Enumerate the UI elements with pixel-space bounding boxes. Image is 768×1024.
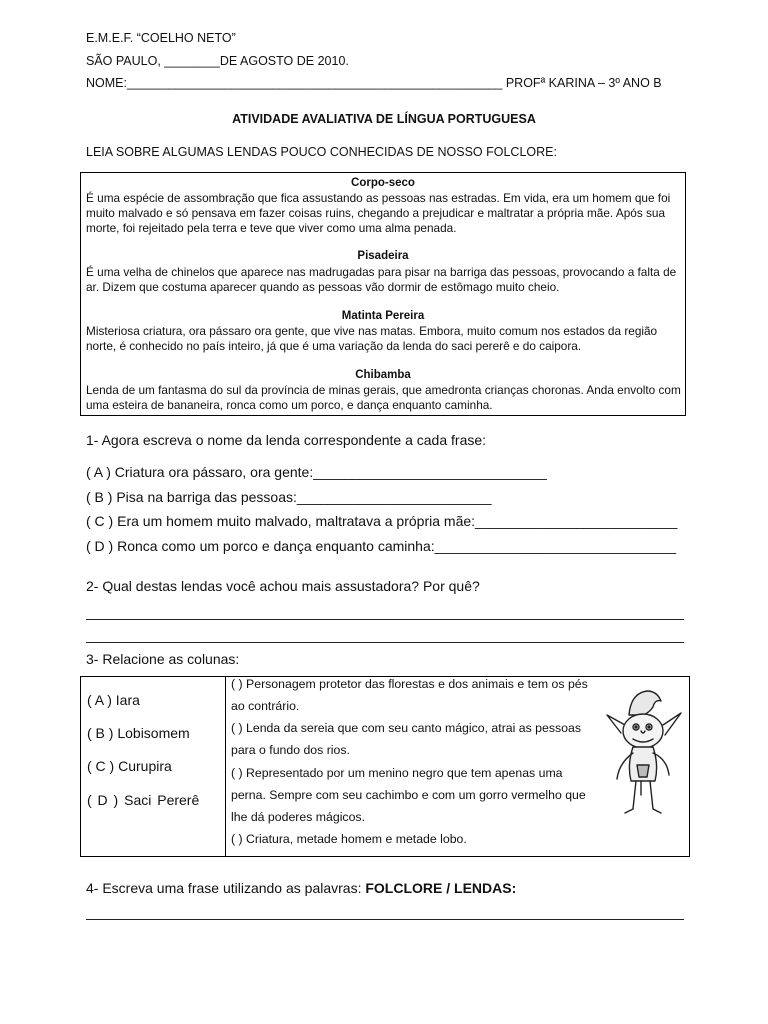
answer-line bbox=[86, 619, 684, 620]
legend-title: Matinta Pereira bbox=[341, 310, 425, 322]
saci-illustration bbox=[603, 685, 683, 825]
option-a: ( A ) Iara bbox=[87, 692, 140, 708]
legend-title: Corpo-seco bbox=[351, 177, 415, 189]
question-4-prompt bbox=[86, 880, 516, 896]
question-1-item-a: ( A ) Criatura ora pássaro, ora gente:______________________________ bbox=[86, 464, 547, 480]
answer-line bbox=[86, 919, 684, 920]
legend-text: É uma espécie de assombração que fica assustando as pessoas nas estradas. Em vida, era um homem que foi muito malvado e só pensava em fazer coisas ruins, chegando a prejudicar e maltratar a própria mãe. Após sua morte, foi rejeitado pela terra e teve que viver como uma alma penada. bbox=[86, 191, 671, 235]
matching-table bbox=[80, 676, 690, 857]
school-name: E.M.E.F. “COELHO NETO” bbox=[86, 31, 236, 45]
column-divider bbox=[225, 677, 226, 856]
name-line: NOME:______________________________________________________ PROFª KARINA – 3º ANO B bbox=[86, 76, 662, 90]
question-4-keywords: FOLCLORE / LENDAS: bbox=[365, 880, 517, 896]
answer-line bbox=[86, 642, 684, 643]
legend-text: É uma velha de chinelos que aparece nas madrugadas para pisar na barriga das pessoas, provocando a falta de ar. Dizem que costuma aparecer quando as pessoas vão dormir de estômago muito cheio. bbox=[86, 265, 677, 294]
legend-text: Misteriosa criatura, ora pássaro ora gente, que vive nas matas. Embora, muito comum nos estados da região norte, é conhecido no país inteiro, já que é uma variação da lenda do saci pererê e do caipora. bbox=[86, 324, 658, 353]
page-title: ATIVIDADE AVALIATIVA DE LÍNGUA PORTUGUESA bbox=[232, 112, 536, 126]
intro-text: LEIA SOBRE ALGUMAS LENDAS POUCO CONHECIDAS DE NOSSO FOLCLORE: bbox=[86, 145, 557, 159]
question-1-item-c: ( C ) Era um homem muito malvado, maltratava a própria mãe:__________________________ bbox=[86, 513, 678, 529]
statement-1: ( ) Personagem protetor das florestas e dos animais e tem os pés ao contrário. bbox=[231, 677, 588, 714]
legend-title: Pisadeira bbox=[357, 250, 409, 262]
statement-3: ( ) Representado por um menino negro que tem apenas uma perna. Sempre com seu cachimbo e com um gorro vermelho que lhe dá poderes mágicos. bbox=[231, 766, 586, 825]
legends-box bbox=[80, 172, 686, 416]
question-4-prompt-text: 4- Escreva uma frase utilizando as palavras: bbox=[86, 880, 366, 896]
question-1-item-b: ( B ) Pisa na barriga das pessoas:_________________________ bbox=[86, 489, 492, 505]
legend-title: Chibamba bbox=[355, 369, 411, 381]
question-1-prompt: 1- Agora escreva o nome da lenda correspondente a cada frase: bbox=[86, 432, 487, 448]
question-3-prompt: 3- Relacione as colunas: bbox=[86, 651, 240, 667]
date-line: SÃO PAULO, ________DE AGOSTO DE 2010. bbox=[86, 54, 349, 68]
option-b: ( B ) Lobisomem bbox=[87, 725, 190, 741]
option-d: ( D ) Saci Pererê bbox=[87, 792, 200, 808]
question-2-prompt: 2- Qual destas lendas você achou mais assustadora? Por quê? bbox=[86, 578, 480, 594]
statement-2: ( ) Lenda da sereia que com seu canto mágico, atrai as pessoas para o fundo dos rios. bbox=[231, 721, 581, 758]
legend-text: Lenda de um fantasma do sul da província de minas gerais, que amedronta crianças choronas. Anda envolto com uma esteira de bananeira, ronca como um porco, e dança enquanto caminha. bbox=[86, 383, 681, 412]
question-1-item-d: ( D ) Ronca como um porco e dança enquanto caminha:_______________________________ bbox=[86, 538, 677, 554]
statement-4: ( ) Criatura, metade homem e metade lobo. bbox=[231, 832, 467, 846]
option-c: ( C ) Curupira bbox=[87, 758, 172, 774]
